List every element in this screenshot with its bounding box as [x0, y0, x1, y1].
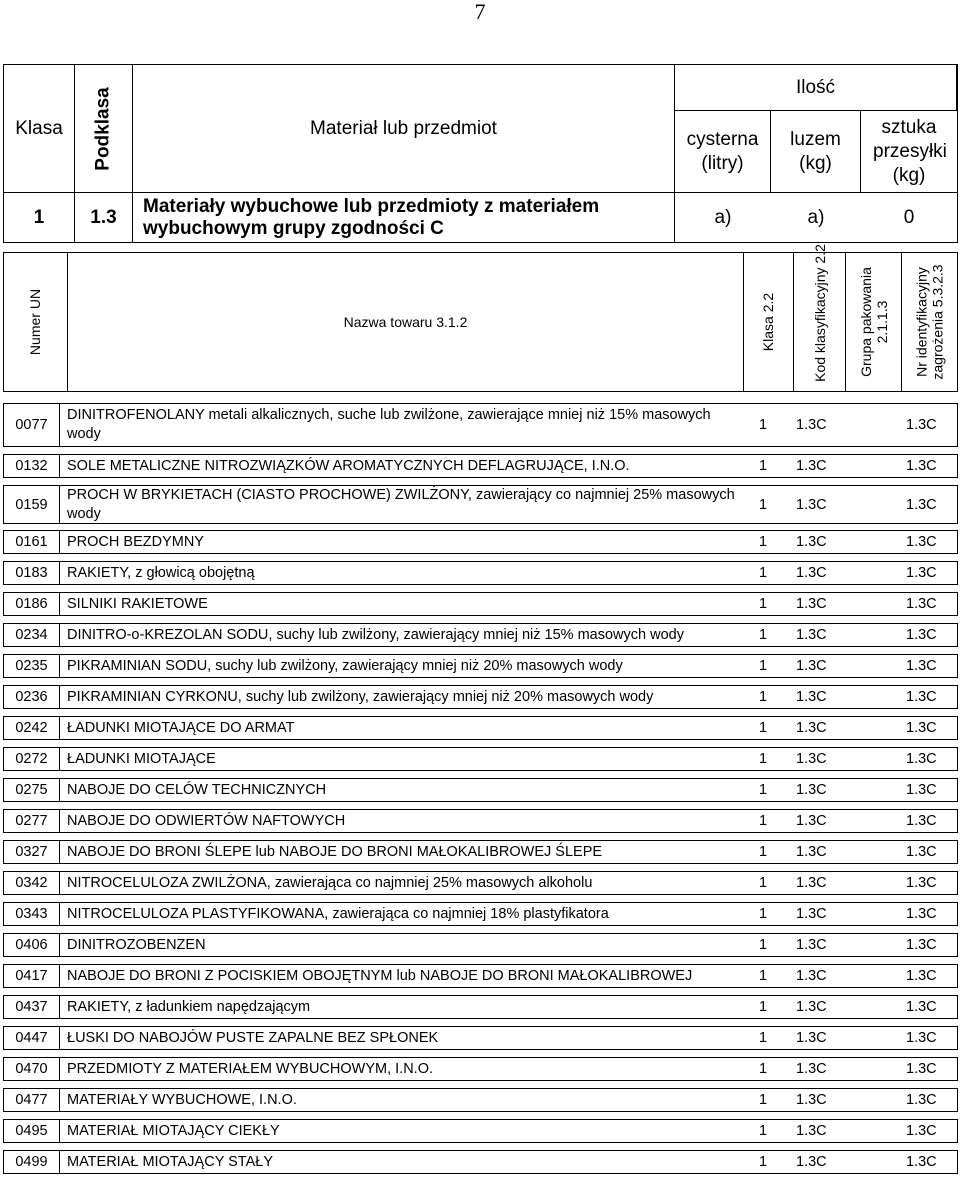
- classification-code: 1.3C: [796, 813, 827, 829]
- table-row: [3, 403, 958, 447]
- un-number: 0342: [4, 872, 60, 894]
- table-row: [3, 530, 958, 554]
- un-number: 0236: [4, 686, 60, 708]
- class-value: 1: [759, 1092, 768, 1108]
- table-row: [3, 933, 958, 957]
- class-value: 1: [759, 968, 768, 984]
- page-number: 7: [474, 0, 486, 24]
- table-row: [3, 809, 958, 833]
- classification-code-repeat: 1.3C: [906, 1061, 937, 1077]
- classification-code-repeat: 1.3C: [906, 999, 937, 1015]
- classification-code-repeat: 1.3C: [906, 751, 937, 767]
- table-row: [3, 1150, 958, 1174]
- classification-code-repeat: 1.3C: [906, 458, 937, 474]
- header-grupa-pakowania: Grupa pakowania 2.1.1.3: [846, 253, 902, 391]
- un-number: 0417: [4, 965, 60, 987]
- un-number: 0242: [4, 717, 60, 739]
- classification-code: 1.3C: [796, 1030, 827, 1046]
- class-value: 1: [759, 844, 768, 860]
- goods-name: SILNIKI RAKIETOWE: [67, 595, 208, 612]
- classification-code-repeat: 1.3C: [906, 627, 937, 643]
- table-row: [3, 964, 958, 988]
- classification-code: 1.3C: [796, 1061, 827, 1077]
- classification-code: 1.3C: [796, 689, 827, 705]
- classification-code: 1.3C: [796, 968, 827, 984]
- un-number: 0272: [4, 748, 60, 770]
- un-number: 0477: [4, 1089, 60, 1111]
- table-row: [3, 561, 958, 585]
- header-numer-un: Numer UN: [4, 253, 68, 391]
- goods-name: PIKRAMINIAN CYRKONU, suchy lub zwilżony, zawierający mniej niż 20% masowych wody: [67, 688, 654, 705]
- un-number: 0437: [4, 996, 60, 1018]
- header-luzem: luzem (kg): [771, 111, 861, 193]
- header-klasa: Klasa: [4, 65, 75, 193]
- value-podklasa: 1.3: [75, 193, 133, 242]
- table-row: [3, 995, 958, 1019]
- header-nr-identyfikacyjny: Nr identyfikacyjny zagrożenia 5.3.2.3: [913, 264, 946, 380]
- value-material: Materiały wybuchowe lub przedmioty z materiałem wybuchowym grupy zgodności C: [133, 193, 675, 242]
- classification-code-repeat: 1.3C: [906, 1154, 937, 1170]
- classification-code-repeat: 1.3C: [906, 968, 937, 984]
- goods-name: NITROCELULOZA PLASTYFIKOWANA, zawierająca co najmniej 18% plastyfikatora: [67, 905, 609, 922]
- table-row: [3, 1088, 958, 1112]
- classification-code-repeat: 1.3C: [906, 937, 937, 953]
- class-value: 1: [759, 565, 768, 581]
- table-row: [3, 1026, 958, 1050]
- classification-code-repeat: 1.3C: [906, 720, 937, 736]
- un-number: 0234: [4, 624, 60, 646]
- goods-name: NABOJE DO CELÓW TECHNICZNYCH: [67, 781, 327, 798]
- table-row: [3, 840, 958, 864]
- classification-code-repeat: 1.3C: [906, 689, 937, 705]
- classification-code: 1.3C: [796, 844, 827, 860]
- un-number: 0159: [4, 486, 60, 523]
- classification-code: 1.3C: [796, 458, 827, 474]
- table-row: [3, 778, 958, 802]
- table-row: [3, 454, 958, 478]
- classification-code: 1.3C: [796, 1154, 827, 1170]
- goods-name: NABOJE DO BRONI Z POCISKIEM OBOJĘTNYM lub NABOJE DO BRONI MAŁOKALIBROWEJ: [67, 967, 693, 984]
- class-value: 1: [759, 658, 768, 674]
- un-number: 0275: [4, 779, 60, 801]
- goods-name: ŁADUNKI MIOTAJĄCE DO ARMAT: [67, 719, 295, 736]
- header-material: Materiał lub przedmiot: [133, 65, 675, 193]
- goods-name: PROCH BEZDYMNY: [67, 533, 204, 550]
- classification-code-repeat: 1.3C: [906, 496, 937, 513]
- un-number: 0495: [4, 1120, 60, 1142]
- value-klasa: 1: [4, 193, 75, 242]
- classification-code: 1.3C: [796, 906, 827, 922]
- un-number: 0077: [4, 404, 60, 446]
- un-number: 0161: [4, 531, 60, 553]
- goods-name: RAKIETY, z głowicą obojętną: [67, 564, 255, 581]
- classification-code: 1.3C: [796, 751, 827, 767]
- classification-code: 1.3C: [796, 999, 827, 1015]
- value-luzem: a): [807, 206, 825, 228]
- goods-name: NITROCELULOZA ZWILŻONA, zawierająca co najmniej 25% masowych alkoholu: [67, 874, 593, 891]
- class-value: 1: [759, 875, 768, 891]
- table-row: [3, 1057, 958, 1081]
- un-number: 0186: [4, 593, 60, 615]
- class-value: 1: [759, 417, 768, 433]
- goods-name: PIKRAMINIAN SODU, suchy lub zwilżony, zawierający mniej niż 20% masowych wody: [67, 657, 623, 674]
- classification-code: 1.3C: [796, 658, 827, 674]
- table-row: [3, 1119, 958, 1143]
- class-value: 1: [759, 1123, 768, 1139]
- goods-name: ŁUSKI DO NABOJÓW PUSTE ZAPALNE BEZ SPŁONEK: [67, 1029, 439, 1046]
- class-value: 1: [759, 906, 768, 922]
- un-number: 0406: [4, 934, 60, 956]
- table-row: [3, 716, 958, 740]
- class-value: 1: [759, 1030, 768, 1046]
- goods-name: RAKIETY, z ładunkiem napędzającym: [67, 998, 311, 1015]
- class-value: 1: [759, 1061, 768, 1077]
- classification-code: 1.3C: [796, 1092, 827, 1108]
- table-row: [3, 902, 958, 926]
- class-value: 1: [759, 1154, 768, 1170]
- table-row: [3, 623, 958, 647]
- header-kod-klasyfikacyjny: Kod klasyfikacyjny 2.2: [794, 253, 846, 391]
- header-cysterna: cysterna (litry): [675, 111, 771, 193]
- classification-code-repeat: 1.3C: [906, 813, 937, 829]
- table-row: [3, 685, 958, 709]
- class-value: 1: [759, 751, 768, 767]
- classification-code: 1.3C: [796, 534, 827, 550]
- classification-code: 1.3C: [796, 875, 827, 891]
- table-row: [3, 485, 958, 524]
- classification-code-repeat: 1.3C: [906, 1092, 937, 1108]
- classification-code: 1.3C: [796, 1123, 827, 1139]
- un-number: 0343: [4, 903, 60, 925]
- header-nazwa: Nazwa towaru 3.1.2: [68, 253, 744, 391]
- class-value: 1: [759, 496, 768, 513]
- goods-name: PROCH W BRYKIETACH (CIASTO PROCHOWE) ZWILŻONY, zawierający co najmniej 25% masowych wody: [67, 486, 735, 522]
- class-value: 1: [759, 627, 768, 643]
- classification-code-repeat: 1.3C: [906, 658, 937, 674]
- table-row: [3, 871, 958, 895]
- class-value: 1: [759, 813, 768, 829]
- class-summary-table: [3, 64, 958, 243]
- classification-code: 1.3C: [796, 596, 827, 612]
- goods-name: DINITROZOBENZEN: [67, 936, 206, 953]
- un-number: 0499: [4, 1151, 60, 1173]
- classification-code-repeat: 1.3C: [906, 565, 937, 581]
- header-sztuka: sztuka przesyłki (kg): [861, 111, 957, 193]
- goods-name: MATERIAŁ MIOTAJĄCY STAŁY: [67, 1153, 273, 1170]
- class-value: 1: [759, 689, 768, 705]
- goods-name: NABOJE DO BRONI ŚLEPE lub NABOJE DO BRONI MAŁOKALIBROWEJ ŚLEPE: [67, 843, 603, 860]
- table-row: [3, 747, 958, 771]
- value-sztuka: 0: [903, 206, 915, 228]
- classification-code-repeat: 1.3C: [906, 844, 937, 860]
- classification-code-repeat: 1.3C: [906, 596, 937, 612]
- classification-code-repeat: 1.3C: [906, 875, 937, 891]
- classification-code: 1.3C: [796, 417, 827, 433]
- un-number: 0132: [4, 455, 60, 477]
- value-cysterna: a): [714, 206, 732, 228]
- classification-code: 1.3C: [796, 782, 827, 798]
- un-number: 0470: [4, 1058, 60, 1080]
- table-row: [3, 654, 958, 678]
- classification-code-repeat: 1.3C: [906, 1030, 937, 1046]
- classification-code-repeat: 1.3C: [906, 1123, 937, 1139]
- classification-code-repeat: 1.3C: [906, 417, 937, 433]
- classification-code-repeat: 1.3C: [906, 534, 937, 550]
- un-number: 0327: [4, 841, 60, 863]
- classification-code: 1.3C: [796, 937, 827, 953]
- header-podklasa: Podklasa: [75, 65, 133, 193]
- table-row: [3, 592, 958, 616]
- un-number: 0277: [4, 810, 60, 832]
- goods-name: ŁADUNKI MIOTAJĄCE: [67, 750, 216, 767]
- goods-name: NABOJE DO ODWIERTÓW NAFTOWYCH: [67, 812, 346, 829]
- classification-code: 1.3C: [796, 720, 827, 736]
- class-value: 1: [759, 782, 768, 798]
- class-value: 1: [759, 937, 768, 953]
- class-value: 1: [759, 999, 768, 1015]
- un-number: 0235: [4, 655, 60, 677]
- class-value: 1: [759, 458, 768, 474]
- header-klasa-2-2: Klasa 2.2: [744, 253, 794, 391]
- un-number: 0447: [4, 1027, 60, 1049]
- goods-name: PRZEDMIOTY Z MATERIAŁEM WYBUCHOWYM, I.N.O.: [67, 1060, 434, 1077]
- un-number: 0183: [4, 562, 60, 584]
- classification-code: 1.3C: [796, 627, 827, 643]
- classification-code: 1.3C: [796, 496, 827, 513]
- classification-code: 1.3C: [796, 565, 827, 581]
- header-ilosc: Ilość: [675, 65, 957, 111]
- goods-name: DINITROFENOLANY metali alkalicznych, suche lub zwilżone, zawierające mniej niż 15% masowych wody: [67, 407, 711, 442]
- classification-code-repeat: 1.3C: [906, 906, 937, 922]
- classification-code-repeat: 1.3C: [906, 782, 937, 798]
- class-value: 1: [759, 596, 768, 612]
- class-value: 1: [759, 534, 768, 550]
- class-value: 1: [759, 720, 768, 736]
- goods-name: SOLE METALICZNE NITROZWIĄZKÓW AROMATYCZNYCH DEFLAGRUJĄCE, I.N.O.: [67, 457, 630, 474]
- goods-name: DINITRO-o-KREZOLAN SODU, suchy lub zwilżony, zawierający mniej niż 15% masowych wody: [67, 626, 684, 643]
- goods-name: MATERIAŁY WYBUCHOWE, I.N.O.: [67, 1091, 297, 1108]
- goods-name: MATERIAŁ MIOTAJĄCY CIEKŁY: [67, 1122, 280, 1139]
- goods-table-header: [3, 244, 958, 392]
